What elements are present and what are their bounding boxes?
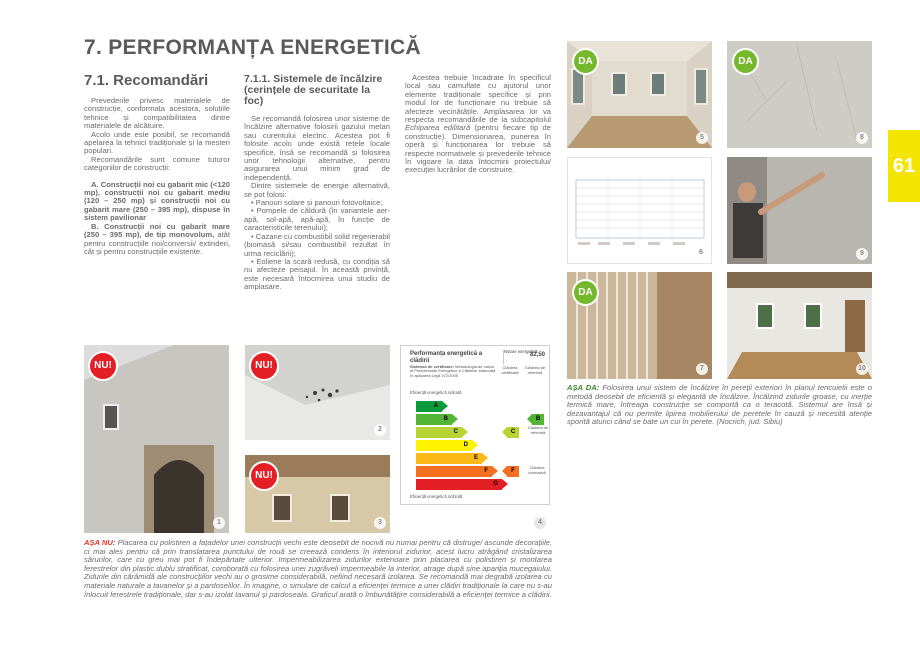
certificate-title: Performanța energetică a clădirii: [410, 351, 483, 364]
paragraph: Dintre sistemele de energie alternativă, se pot folosi:: [244, 181, 390, 199]
photo-finished-room: [727, 272, 872, 379]
photo-number: 2: [374, 424, 386, 436]
energy-class-bar-e: E: [416, 453, 482, 464]
col-reference-header: Clădirea de referință: [524, 365, 546, 375]
category-a: A. Construcții noi cu gabarit mic (<120 mp), construcții noi cu gabarit mediu (120 – 250 mp) și construcții noi cu gabarit mare (250 – 395 mp), dispuse în sistem pavilionar: [84, 179, 230, 223]
drawing-heating-plan: [567, 157, 712, 264]
bullet-item: • Pompele de căldură (în variantele aer-apă, sol-apă, apă-apă, în funcție de caracteristicile terenului);: [244, 206, 390, 233]
energy-class-bar-f: F: [416, 466, 492, 477]
photo-mold-corner: [245, 345, 390, 440]
photo-insulated-facade: [84, 345, 229, 533]
subsection-heading: 7.1.1. Sistemele de încălzire (cerințele de securitate la foc): [244, 73, 383, 107]
col-building-header: Clădirea certificată: [501, 365, 519, 375]
photo-wall-heating-pipes: [567, 272, 712, 379]
energy-class-bar-b: B: [416, 414, 452, 425]
energy-class-bar-g: G: [416, 479, 502, 490]
paragraph: Se recomandă folosirea unor sisteme de încălzire alternative folosirii gazului metan sau curentului electric. Acestea pot fi folosite acolo unde există rețele locale specifice, însă se recomandă și folosirea unor tehnologii alternative, pentru asigurarea unui minim grad de independență.: [244, 114, 390, 182]
photo-number: 5: [696, 132, 708, 144]
da-badge: DA: [572, 279, 599, 306]
photo-facade-windows: [245, 455, 390, 533]
column-integration: [405, 74, 551, 175]
page-number-tab: 61: [888, 130, 920, 202]
score-label: Notare energetică:: [503, 350, 547, 365]
da-badge: DA: [572, 48, 599, 75]
reference-class-marker: B: [532, 414, 544, 425]
energy-class-bar-d: D: [416, 440, 472, 451]
photo-number: 7: [696, 363, 708, 375]
da-badge: DA: [732, 48, 759, 75]
photo-number: 6: [695, 247, 707, 259]
nu-badge: NU!: [88, 351, 118, 381]
paragraph: Recomandările sunt comune tuturor categoriilor de construcții:: [84, 154, 230, 173]
efficiency-high-label: Eficiență energetică ridicată: [410, 390, 462, 395]
standard-class-marker: F: [507, 466, 519, 477]
reference-class-label: Clădirea de referință: [527, 425, 549, 435]
paragraph: Acolo unde este posibil, se recomandă apelarea la tehnici tradiționale și la meșteri populari.: [84, 129, 230, 156]
energy-class-bar-c: C: [416, 427, 462, 438]
caption-nu: AȘA NU: Placarea cu polistiren a fațadelor unei construcții vechi este deosebit de nocivă nu numai pentru că distruge/ ascunde decorațiile, ci mai ales pentru că prin translatarea punctului de rouă se creează condens în interiorul zidurior, acest lucru atrăgând cristalizarea sărurilor, care cu greu mai pot fi îndepărtate ulterior. Impermeabilizarea zidurilor exterioare prin placarea cu polistiren și montarea ferestrelor din plastic dublu stratificat, coroborată cu folosirea unei zugrăveli impermeabile la interior, atrage după sine apariția mucegaiului. Zidurile din cărămidă ale construcțiilor vechi au o grosime considerabilă, nefiind necesară izolarea. Se recomandă mai degrabă izolarea cu materiale naturale a tavanelor și a pardoselilor. În imagine, o simulare de calcul a eficienței termice a unei clădiri tradiționale la care nu s-au înlocuit ferestrele tradiționale, dar s-au izolat tavanul și pardoseala. Graficul arată o îmbunătățire considerabilă a eficienței termice a clădirii.: [84, 538, 552, 599]
photo-interior-room: [567, 41, 712, 148]
nu-badge: NU!: [249, 351, 279, 381]
photo-number: 10: [856, 363, 868, 375]
building-class-marker: C: [507, 427, 519, 438]
standard-class-label: Clădirea normativă: [528, 465, 546, 475]
nu-badge: NU!: [249, 461, 279, 491]
column-recommendations: [84, 97, 230, 256]
photo-number: 1: [213, 517, 225, 529]
caption-da: AȘA DA: Folosirea unui sistem de încălzire în pereții exteriori în planul tencuielii este o metodă deosebit de eficientă și elegantă de încălzire. Încălzind zidurile groase, cu inerție termică mare, întreaga construcție se comportă ca o teracotă. Sistemul are însă și dezavantajul că nu permite lipirea mobilierului de peretele în cauză și necesită atenție sporită atunci când se bate un cui în perete. (Nocrich, jud. Sibiu): [567, 383, 872, 427]
photo-number: 3: [374, 517, 386, 529]
category-b: B. Construcții noi cu gabarit mare (250 – 395 mp), de tip monovolum, atât pentru construcțiile noi/conversii/ extinderi, cât și pentru construcțiile existente.: [84, 221, 230, 256]
column-heating-systems: [244, 74, 390, 292]
certification-system: Sistemul de certificare: Metodologia de calcul al Performanței Energetice a Clădirilor elaborată în aplicarea Legii 372/2005: [410, 364, 496, 378]
photo-number: 8: [856, 132, 868, 144]
energy-score: 82,50: [529, 352, 545, 358]
bullet-item: • Cazane cu combustibil solid regenerabil (biomasă și/sau combustibil rezultat în urma reciclării);: [244, 231, 390, 258]
page-title: 7. PERFORMANȚA ENERGETICĂ: [84, 36, 421, 59]
photo-plastered-wall: [727, 41, 872, 148]
energy-certificate: [400, 345, 550, 505]
bullet-item: • Panouri solare și panouri fotovoltaice;: [251, 198, 383, 208]
photo-number: 9: [856, 248, 868, 260]
paragraph: Prevederile privesc materialele de construcție, conformața acestora, soluțiile tehnice și compatibilitatea dintre materialele de alcătuire.: [84, 96, 230, 131]
bullet-item: • Eoliene la scară redusă, cu condiția să nu afecteze peisajul. În această privință, este necesară întocmirea unui studiu de amplasare.: [244, 256, 390, 292]
paragraph: Acestea trebuie încadrate în specificul local sau camuflate cu ajutorul unor elemente tradiționale specifice și prin modul lor de funcționare nu trebuie să afecteze vecinătățile. Amplasarea lor va respecta recomandările de la subcapitolul Echiparea edilitară (pentru fiecare tip de construcție). Dimensionarea, punerea în operă și funcționarea lor trebuie să respecte normativele și prevederile tehnice în vigoare la data întocmirii proiectului/ execuției lucrărilor de construire.: [405, 73, 551, 175]
section-heading: 7.1. Recomandări: [84, 72, 209, 89]
efficiency-low-label: Eficiență energetică scăzută: [410, 494, 463, 499]
energy-class-bar-a: A: [416, 401, 442, 412]
photo-worker-plastering: [727, 157, 872, 264]
photo-number: 4: [534, 517, 546, 529]
